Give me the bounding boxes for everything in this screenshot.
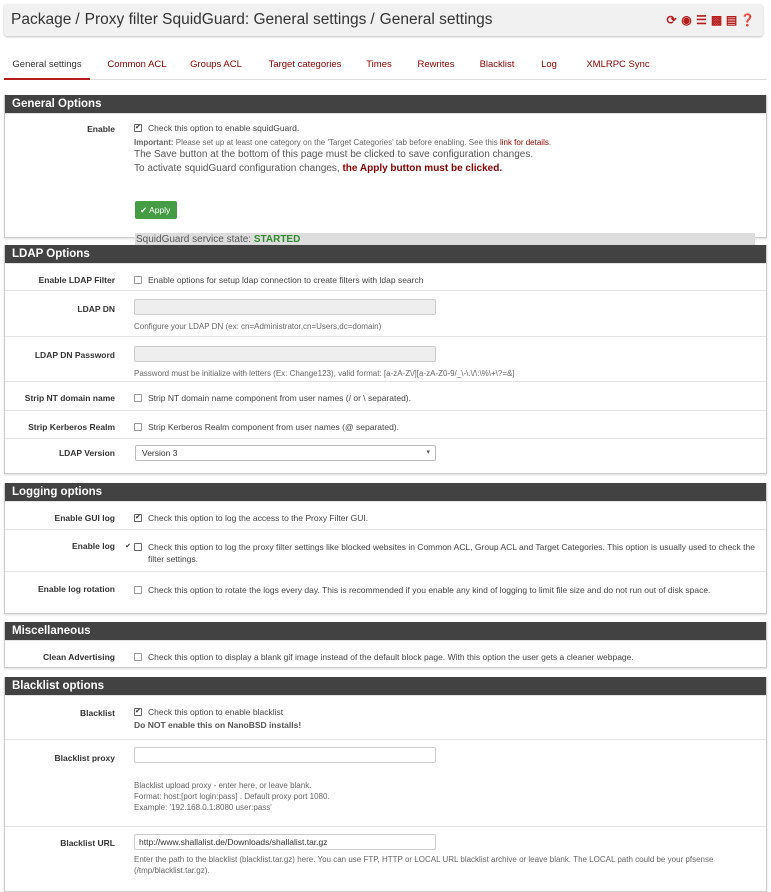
activate-bold: the Apply button must be clicked.	[342, 163, 503, 174]
panel-heading: Logging options	[5, 483, 766, 501]
blacklist-options-panel	[4, 677, 767, 892]
strip-krb-text: Strip Kerberos Realm component from user names (@ separated).	[148, 422, 399, 432]
blacklist-proxy-label: Blacklist proxy	[54, 753, 115, 763]
ldap-password-input[interactable]	[134, 346, 436, 362]
ldap-filter-content	[134, 275, 758, 285]
tab-bar	[4, 50, 767, 80]
apply-button-label: Apply	[149, 205, 171, 215]
log-rotation-text: Check this option to rotate the logs every day. This is recommended if you enable any kind of logging to limit file size and do not run out of disk space.	[148, 585, 711, 595]
blacklist-url-label: Blacklist URL	[60, 838, 115, 848]
tab-times[interactable]: Times	[366, 59, 392, 70]
log-rotation-label: Enable log rotation	[38, 584, 115, 594]
strip-nt-label: Strip NT domain name	[24, 393, 115, 403]
gui-log-content	[134, 513, 758, 523]
blacklist-proxy-help	[134, 780, 330, 813]
save-note: The Save button at the bottom of this page must be clicked to save configuration changes.	[134, 149, 534, 160]
form-row	[5, 263, 766, 290]
blacklist-proxy-input[interactable]	[134, 747, 436, 763]
proxy-help-line: Example: '192.168.0.1:8080 user:pass'	[134, 803, 272, 812]
state-value: STARTED	[253, 234, 301, 245]
enable-label: Enable	[87, 124, 115, 134]
panel-heading: Miscellaneous	[5, 622, 766, 640]
clean-ad-label: Clean Advertising	[43, 652, 115, 662]
enable-checkbox[interactable]	[134, 124, 142, 132]
ldap-filter-checkbox[interactable]	[134, 276, 142, 284]
form-row	[5, 290, 766, 336]
important-bold: Important:	[134, 138, 174, 147]
panel-heading: General Options	[5, 95, 766, 113]
enable-log-checkbox[interactable]	[134, 543, 142, 551]
ldap-version-value: Version 3	[142, 448, 178, 458]
ldap-pw-label: LDAP DN Password	[34, 350, 115, 360]
important-text: Please set up at least one category on the 'Target Categories' tab before enabling. See this	[173, 138, 500, 147]
ldap-dn-input[interactable]	[134, 299, 436, 315]
enable-log-text: Check this option to log the proxy filter settings like blocked websites in Common ACL, Group ACL and Target Categories. This option is usually used to check the filter settings.	[148, 542, 755, 564]
tab-xmlrpc-sync[interactable]: XMLRPC Sync	[586, 59, 650, 70]
logging-options-panel	[4, 483, 767, 614]
strip-nt-checkbox[interactable]	[134, 394, 142, 402]
form-row	[5, 381, 766, 410]
form-row	[5, 113, 766, 245]
tab-target-categories[interactable]: Target categories	[268, 59, 342, 70]
strip-nt-text: Strip NT domain name component from user names (/ or \ separated).	[148, 393, 411, 403]
blacklist-url-help: Enter the path to the blacklist (blacklist.tar.gz) here. You can use FTP, HTTP or LOCAL URL blacklist archive or leave blank. The LOCAL path could be your pfsense (/tmp/blacklist.tar.gz).	[134, 855, 714, 875]
form-row	[5, 826, 766, 892]
form-row	[5, 501, 766, 529]
activate-text: To activate squidGuard configuration changes,	[134, 163, 343, 174]
strip-krb-label: Strip Kerberos Realm	[28, 422, 115, 432]
blacklist-content	[134, 707, 758, 730]
help-icon[interactable]: ❓	[740, 13, 755, 27]
important-end: .	[548, 138, 552, 147]
page-title: General settings	[379, 11, 493, 28]
restart-icon[interactable]: ⟳	[666, 13, 677, 27]
apply-button[interactable]	[135, 201, 177, 219]
sliders-icon[interactable]: ☰	[696, 13, 707, 27]
miscellaneous-panel	[4, 622, 767, 668]
form-row	[5, 640, 766, 668]
form-row	[5, 336, 766, 381]
caret-down-icon: ▾	[426, 449, 430, 456]
panel-heading: Blacklist options	[5, 677, 766, 695]
gui-log-checkbox[interactable]	[134, 514, 142, 522]
tab-log[interactable]: Log	[541, 59, 557, 70]
ldap-options-panel	[4, 245, 767, 474]
enable-content	[134, 123, 758, 176]
stop-icon[interactable]: ◉	[681, 13, 692, 27]
ldap-filter-label: Enable LDAP Filter	[38, 275, 115, 285]
general-options-panel	[4, 95, 767, 245]
gui-log-label: Enable GUI log	[54, 513, 115, 523]
chart-icon[interactable]: ▩	[710, 13, 723, 27]
form-row	[5, 695, 766, 739]
gui-log-text: Check this option to log the access to the Proxy Filter GUI.	[148, 513, 369, 523]
strip-krb-content	[134, 422, 758, 432]
tab-common-acl[interactable]: Common ACL	[107, 59, 167, 70]
strip-nt-content	[134, 393, 758, 403]
important-note	[134, 137, 758, 148]
tab-blacklist[interactable]: Blacklist	[479, 59, 515, 70]
header-icons	[665, 13, 753, 27]
strip-krb-checkbox[interactable]	[134, 423, 142, 431]
ldap-version-label: LDAP Version	[58, 448, 115, 458]
form-row	[5, 438, 766, 473]
tab-general-settings[interactable]: General settings	[4, 50, 90, 80]
ldap-pw-help: Password must be initialize with letters (Ex: Change123), valid format: [a-zA-Z\/][a-zA-Z0-9/_\-\.\/\:\%\+\?=&]	[134, 369, 515, 378]
ldap-version-select[interactable]	[135, 445, 436, 461]
blacklist-label: Blacklist	[80, 708, 115, 718]
clean-ad-content	[134, 652, 758, 662]
log-rotation-content	[134, 584, 758, 596]
breadcrumb-proxy-filter[interactable]: Proxy filter SquidGuard: General settings	[84, 11, 367, 28]
panel-heading: LDAP Options	[5, 245, 766, 263]
check-icon: ✔	[140, 205, 148, 215]
details-link[interactable]: link for details	[499, 138, 549, 147]
form-row	[5, 410, 766, 438]
activate-note	[134, 162, 758, 176]
ldap-dn-label: LDAP DN	[77, 304, 115, 314]
blacklist-text: Check this option to enable blacklist	[148, 707, 284, 717]
enable-text: Check this option to enable squidGuard.	[148, 123, 300, 133]
breadcrumb-separator: /	[75, 11, 80, 28]
breadcrumb-package[interactable]: Package	[11, 11, 72, 28]
blacklist-checkbox[interactable]	[134, 708, 142, 716]
form-row	[5, 571, 766, 614]
ldap-filter-text: Enable options for setup ldap connection to create filters with ldap search	[148, 275, 424, 285]
log-rotation-checkbox[interactable]	[134, 586, 142, 594]
proxy-help-line: Format: host:[port login:pass] . Default proxy port 1080.	[134, 792, 330, 801]
ldap-dn-help: Configure your LDAP DN (ex: cn=Administrator,cn=Users,dc=domain)	[134, 322, 382, 331]
enable-log-content	[134, 541, 758, 565]
breadcrumb-separator: /	[370, 11, 375, 28]
enable-log-label: Enable log	[72, 541, 115, 551]
breadcrumb	[4, 4, 763, 36]
state-label: SquidGuard service state:	[136, 234, 254, 245]
clean-ad-text: Check this option to display a blank gif image instead of the default block page. With this option the user gets a cleaner webpage.	[148, 652, 634, 662]
proxy-help-line: Blacklist upload proxy - enter here, or leave blank.	[134, 781, 312, 790]
tab-groups-acl[interactable]: Groups ACL	[190, 59, 242, 70]
form-row	[5, 529, 766, 571]
tab-rewrites[interactable]: Rewrites	[417, 59, 455, 70]
blacklist-url-input[interactable]: http://www.shallalist.de/Downloads/shallalist.tar.gz	[134, 834, 436, 850]
form-row	[5, 739, 766, 826]
blacklist-warning: Do NOT enable this on NanoBSD installs!	[134, 720, 302, 730]
list-icon[interactable]: ▤	[725, 13, 738, 27]
clean-ad-checkbox[interactable]	[134, 653, 142, 661]
